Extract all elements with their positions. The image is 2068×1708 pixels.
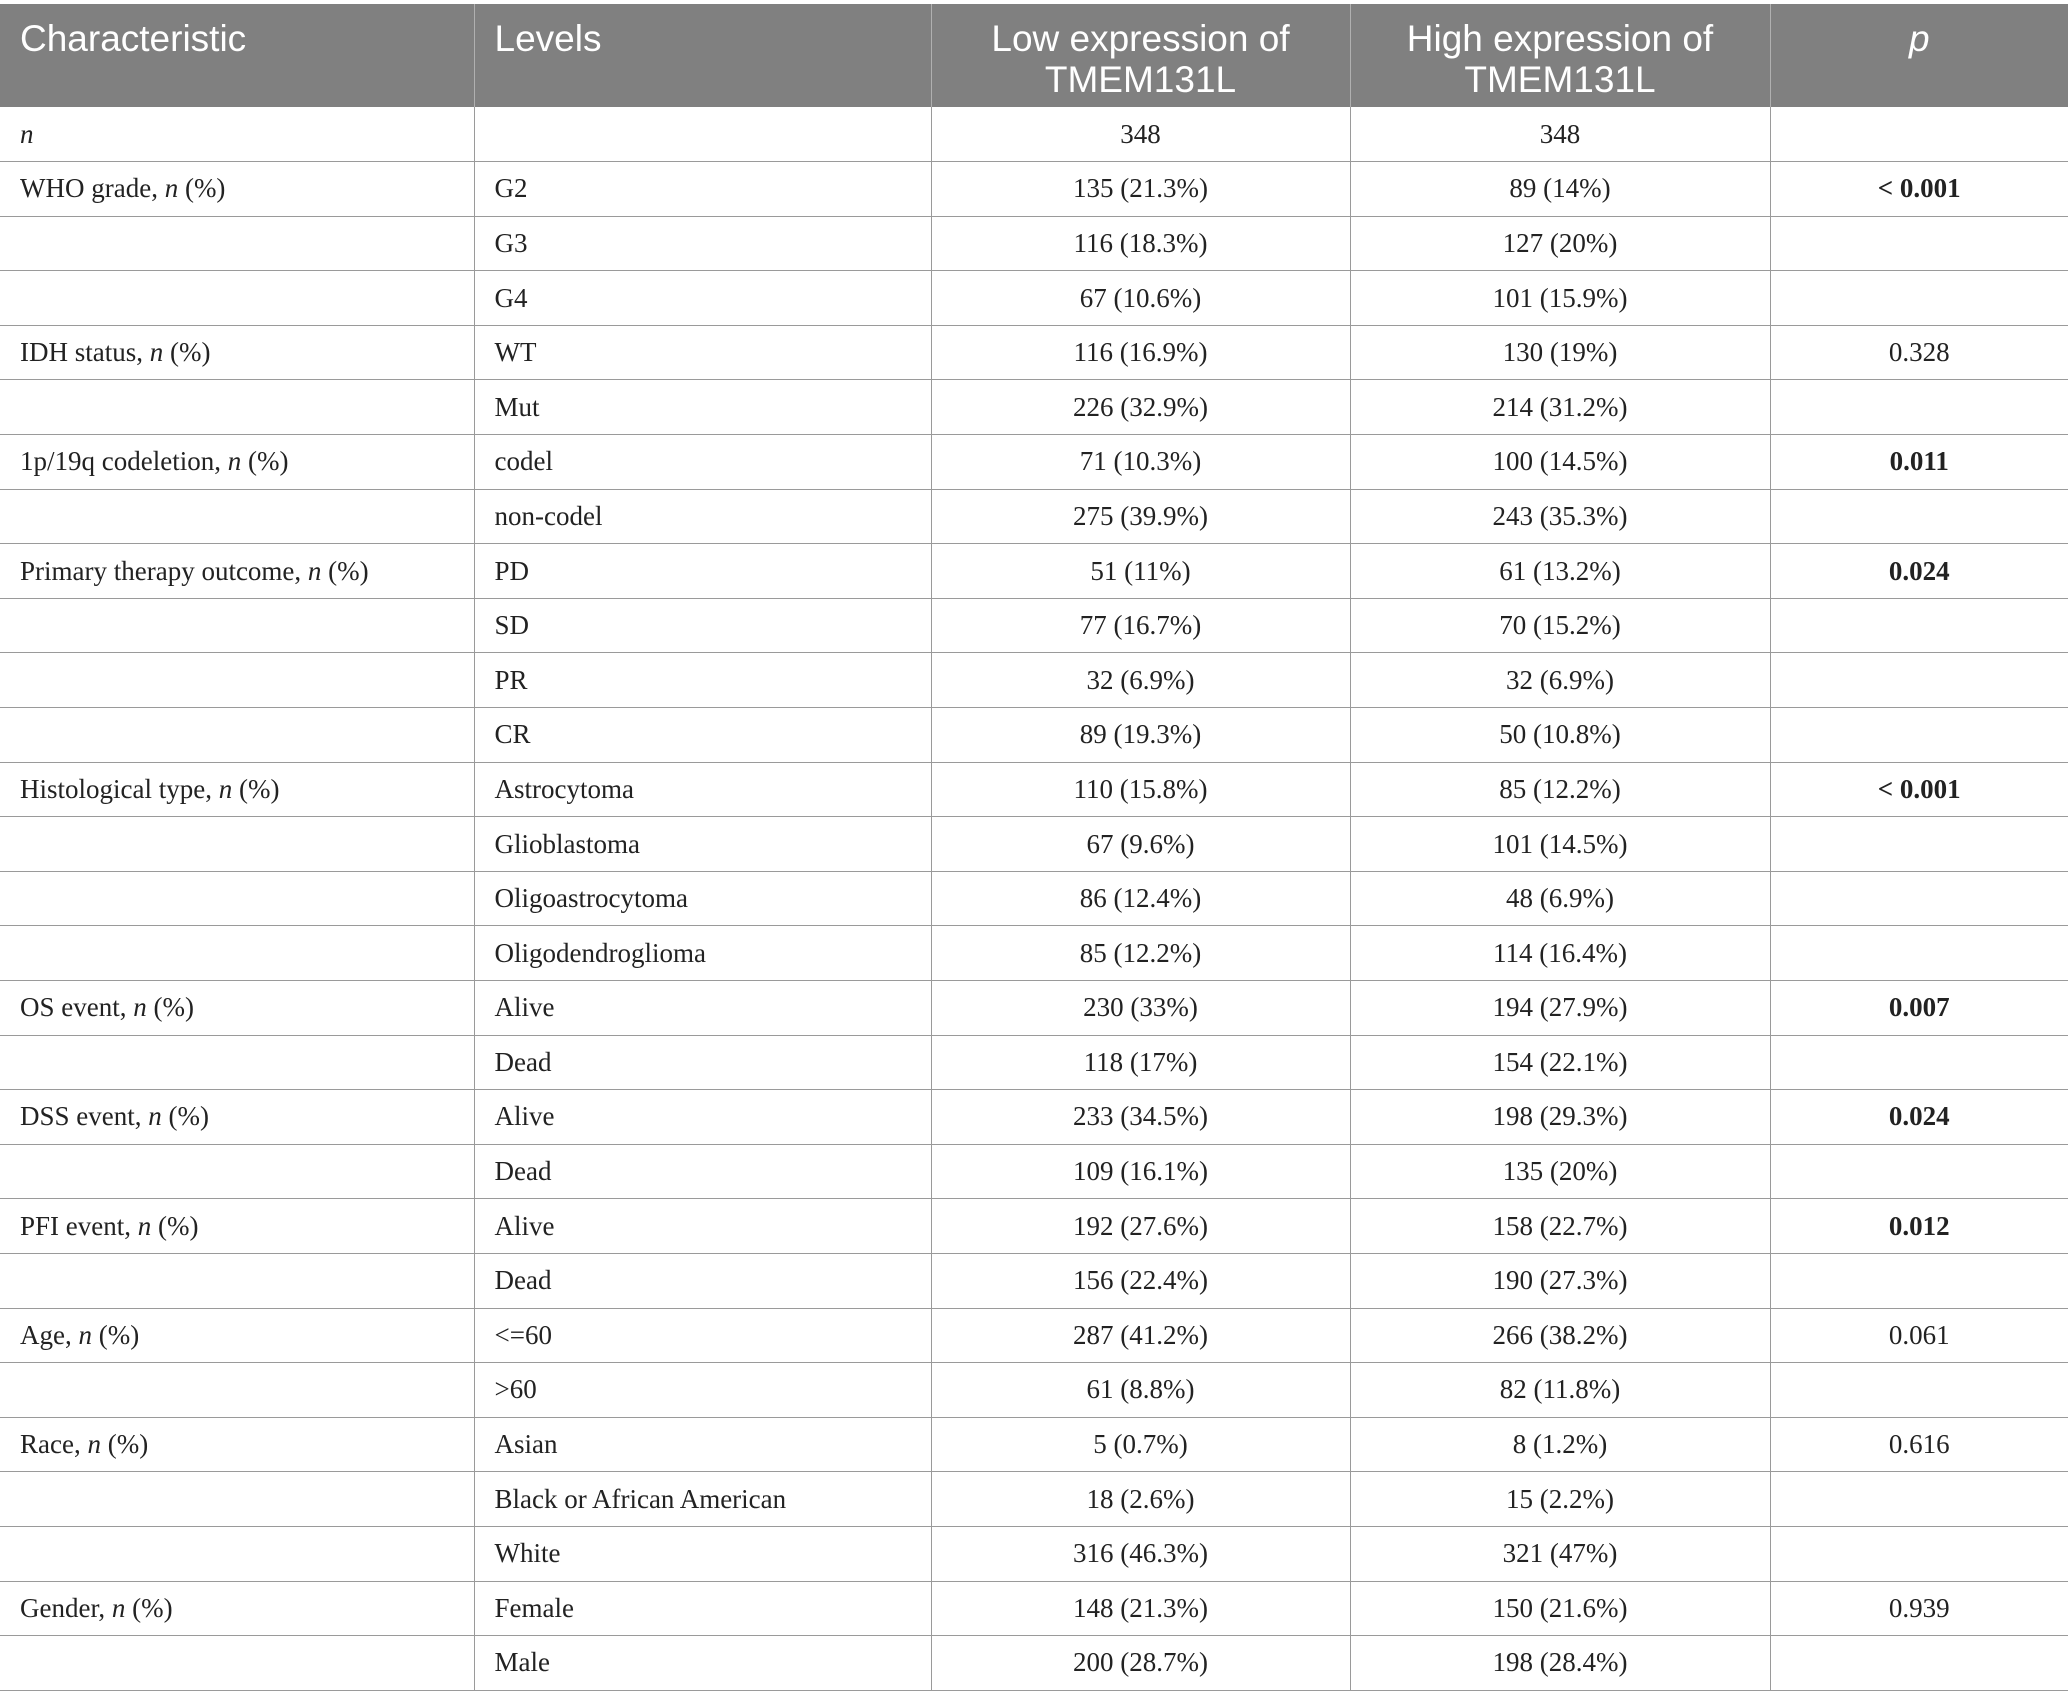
cell-level: PD xyxy=(474,544,931,599)
cell-level: G2 xyxy=(474,162,931,217)
cell-level: Female xyxy=(474,1581,931,1636)
cell-characteristic xyxy=(0,1308,474,1363)
cell-characteristic xyxy=(0,1199,474,1254)
table-row xyxy=(0,435,2068,490)
cell-level: G3 xyxy=(474,216,931,271)
cell-p-value xyxy=(1770,1472,2068,1527)
cell-low-expression: 230 (33%) xyxy=(931,981,1350,1036)
table-row xyxy=(0,1144,2068,1199)
characteristic-suffix: (%) xyxy=(321,555,369,586)
cell-characteristic xyxy=(0,489,474,544)
cell-p-value xyxy=(1770,871,2068,926)
cell-p-value xyxy=(1770,926,2068,981)
cell-high-expression: 130 (19%) xyxy=(1350,325,1770,380)
cell-characteristic xyxy=(0,1090,474,1145)
cell-p-value xyxy=(1770,489,2068,544)
table-row xyxy=(0,107,2068,162)
cell-high-expression: 48 (6.9%) xyxy=(1350,871,1770,926)
cell-characteristic xyxy=(0,1417,474,1472)
cell-characteristic xyxy=(0,1636,474,1691)
cell-level: SD xyxy=(474,598,931,653)
cell-level: >60 xyxy=(474,1363,931,1418)
characteristic-n-symbol: n xyxy=(78,1319,92,1350)
cell-high-expression: 321 (47%) xyxy=(1350,1526,1770,1581)
cell-low-expression: 192 (27.6%) xyxy=(931,1199,1350,1254)
table-row xyxy=(0,1308,2068,1363)
cell-high-expression: 150 (21.6%) xyxy=(1350,1581,1770,1636)
header-high-expression: High expression of TMEM131L xyxy=(1350,4,1770,107)
cell-characteristic xyxy=(0,598,474,653)
cell-p-value: 0.007 xyxy=(1770,981,2068,1036)
cell-low-expression: 316 (46.3%) xyxy=(931,1526,1350,1581)
table-row xyxy=(0,544,2068,599)
cell-level: Oligoastrocytoma xyxy=(474,871,931,926)
characteristic-n-symbol: n xyxy=(164,173,179,204)
table-row xyxy=(0,162,2068,217)
cell-high-expression: 135 (20%) xyxy=(1350,1144,1770,1199)
table-row xyxy=(0,1035,2068,1090)
cell-low-expression: 5 (0.7%) xyxy=(931,1417,1350,1472)
cell-characteristic xyxy=(0,162,474,217)
cell-characteristic xyxy=(0,107,474,162)
cell-level: WT xyxy=(474,325,931,380)
characteristic-n-symbol: n xyxy=(307,555,322,586)
cell-high-expression: 32 (6.9%) xyxy=(1350,653,1770,708)
cell-level: Dead xyxy=(474,1253,931,1308)
data-table-container xyxy=(0,4,2068,1691)
cell-p-value: 0.012 xyxy=(1770,1199,2068,1254)
cell-characteristic xyxy=(0,871,474,926)
cell-high-expression: 85 (12.2%) xyxy=(1350,762,1770,817)
table-row xyxy=(0,1526,2068,1581)
cell-high-expression: 198 (29.3%) xyxy=(1350,1090,1770,1145)
cell-low-expression: 200 (28.7%) xyxy=(931,1636,1350,1691)
table-row xyxy=(0,325,2068,380)
header-p-value: p xyxy=(1770,4,2068,107)
cell-p-value: 0.024 xyxy=(1770,544,2068,599)
cell-level: Asian xyxy=(474,1417,931,1472)
cell-level: Mut xyxy=(474,380,931,435)
table-row xyxy=(0,380,2068,435)
characteristic-suffix: (%) xyxy=(232,773,280,804)
cell-high-expression: 100 (14.5%) xyxy=(1350,435,1770,490)
characteristic-label: OS event, xyxy=(20,992,134,1023)
cell-characteristic xyxy=(0,926,474,981)
cell-low-expression: 156 (22.4%) xyxy=(931,1253,1350,1308)
cell-level: Astrocytoma xyxy=(474,762,931,817)
cell-characteristic xyxy=(0,216,474,271)
header-characteristic: Characteristic xyxy=(0,4,474,107)
characteristic-label: PFI event, xyxy=(20,1210,138,1241)
cell-high-expression: 243 (35.3%) xyxy=(1350,489,1770,544)
table-row xyxy=(0,598,2068,653)
cell-level: Alive xyxy=(474,1199,931,1254)
cell-characteristic xyxy=(0,1581,474,1636)
cell-high-expression: 70 (15.2%) xyxy=(1350,598,1770,653)
cell-p-value xyxy=(1770,653,2068,708)
characteristic-suffix: (%) xyxy=(178,173,226,204)
cell-high-expression: 101 (15.9%) xyxy=(1350,271,1770,326)
table-header xyxy=(0,4,2068,107)
table-row xyxy=(0,1199,2068,1254)
cell-low-expression: 61 (8.8%) xyxy=(931,1363,1350,1418)
cell-high-expression: 50 (10.8%) xyxy=(1350,708,1770,763)
characteristic-n-symbol: n xyxy=(111,1592,126,1623)
cell-high-expression: 89 (14%) xyxy=(1350,162,1770,217)
cell-high-expression: 114 (16.4%) xyxy=(1350,926,1770,981)
characteristic-suffix: (%) xyxy=(125,1592,173,1623)
characteristic-label: IDH status, xyxy=(20,337,150,368)
cell-level: <=60 xyxy=(474,1308,931,1363)
cell-p-value: 0.616 xyxy=(1770,1417,2068,1472)
cell-high-expression: 127 (20%) xyxy=(1350,216,1770,271)
characteristic-n-symbol: n xyxy=(20,118,34,149)
characteristic-suffix: (%) xyxy=(163,337,211,368)
cell-level: Black or African American xyxy=(474,1472,931,1527)
cell-p-value xyxy=(1770,271,2068,326)
cell-low-expression: 226 (32.9%) xyxy=(931,380,1350,435)
table-row xyxy=(0,817,2068,872)
cell-low-expression: 32 (6.9%) xyxy=(931,653,1350,708)
characteristic-suffix: (%) xyxy=(91,1319,140,1350)
cell-level: non-codel xyxy=(474,489,931,544)
characteristic-label: Gender, xyxy=(20,1592,112,1623)
cell-high-expression: 348 xyxy=(1350,107,1770,162)
cell-high-expression: 190 (27.3%) xyxy=(1350,1253,1770,1308)
characteristic-n-symbol: n xyxy=(227,446,242,477)
cell-low-expression: 67 (9.6%) xyxy=(931,817,1350,872)
characteristic-label: Race, xyxy=(20,1429,88,1460)
header-low-expression: Low expression of TMEM131L xyxy=(931,4,1350,107)
cell-low-expression: 348 xyxy=(931,107,1350,162)
cell-p-value xyxy=(1770,1144,2068,1199)
table-row xyxy=(0,708,2068,763)
characteristic-label: Age, xyxy=(20,1319,79,1350)
table-row xyxy=(0,1636,2068,1691)
cell-level: Alive xyxy=(474,981,931,1036)
cell-low-expression: 135 (21.3%) xyxy=(931,162,1350,217)
table-row xyxy=(0,981,2068,1036)
cell-level: Oligodendroglioma xyxy=(474,926,931,981)
cell-characteristic xyxy=(0,817,474,872)
table-row xyxy=(0,1363,2068,1418)
table-row xyxy=(0,216,2068,271)
characteristic-label: Primary therapy outcome, xyxy=(20,555,308,586)
cell-characteristic xyxy=(0,325,474,380)
cell-p-value: 0.011 xyxy=(1770,435,2068,490)
characteristic-label: DSS event, xyxy=(20,1101,149,1132)
cell-characteristic xyxy=(0,1472,474,1527)
cell-characteristic xyxy=(0,1144,474,1199)
cell-characteristic xyxy=(0,544,474,599)
cell-level: Alive xyxy=(474,1090,931,1145)
characteristic-n-symbol: n xyxy=(149,337,164,368)
cell-p-value xyxy=(1770,1363,2068,1418)
characteristic-suffix: (%) xyxy=(241,446,289,477)
characteristic-suffix: (%) xyxy=(100,1429,149,1460)
cell-characteristic xyxy=(0,435,474,490)
cell-p-value xyxy=(1770,380,2068,435)
cell-low-expression: 89 (19.3%) xyxy=(931,708,1350,763)
cell-high-expression: 61 (13.2%) xyxy=(1350,544,1770,599)
cell-low-expression: 109 (16.1%) xyxy=(931,1144,1350,1199)
cell-characteristic xyxy=(0,1253,474,1308)
cell-low-expression: 67 (10.6%) xyxy=(931,271,1350,326)
cell-characteristic xyxy=(0,1035,474,1090)
cell-low-expression: 77 (16.7%) xyxy=(931,598,1350,653)
cell-low-expression: 118 (17%) xyxy=(931,1035,1350,1090)
cell-p-value xyxy=(1770,1035,2068,1090)
cell-high-expression: 266 (38.2%) xyxy=(1350,1308,1770,1363)
cell-p-value: 0.061 xyxy=(1770,1308,2068,1363)
cell-p-value xyxy=(1770,1636,2068,1691)
cell-high-expression: 194 (27.9%) xyxy=(1350,981,1770,1036)
table-row xyxy=(0,1581,2068,1636)
characteristic-suffix: (%) xyxy=(151,1210,199,1241)
cell-characteristic xyxy=(0,981,474,1036)
table-body xyxy=(0,107,2068,1690)
cell-low-expression: 275 (39.9%) xyxy=(931,489,1350,544)
cell-p-value xyxy=(1770,107,2068,162)
cell-high-expression: 154 (22.1%) xyxy=(1350,1035,1770,1090)
characteristics-table xyxy=(0,4,2068,1691)
characteristic-n-symbol: n xyxy=(133,992,147,1023)
cell-low-expression: 85 (12.2%) xyxy=(931,926,1350,981)
cell-low-expression: 116 (18.3%) xyxy=(931,216,1350,271)
cell-high-expression: 101 (14.5%) xyxy=(1350,817,1770,872)
cell-p-value: < 0.001 xyxy=(1770,762,2068,817)
cell-low-expression: 116 (16.9%) xyxy=(931,325,1350,380)
table-row xyxy=(0,489,2068,544)
cell-high-expression: 158 (22.7%) xyxy=(1350,1199,1770,1254)
characteristic-label: 1p/19q codeletion, xyxy=(20,446,228,477)
header-row xyxy=(0,4,2068,107)
cell-p-value xyxy=(1770,216,2068,271)
cell-level: PR xyxy=(474,653,931,708)
characteristic-n-symbol: n xyxy=(87,1429,101,1460)
cell-low-expression: 86 (12.4%) xyxy=(931,871,1350,926)
cell-high-expression: 82 (11.8%) xyxy=(1350,1363,1770,1418)
header-levels: Levels xyxy=(474,4,931,107)
table-row xyxy=(0,762,2068,817)
cell-p-value: 0.328 xyxy=(1770,325,2068,380)
cell-characteristic xyxy=(0,762,474,817)
cell-level: Male xyxy=(474,1636,931,1691)
cell-high-expression: 198 (28.4%) xyxy=(1350,1636,1770,1691)
cell-level xyxy=(474,107,931,162)
cell-level: Glioblastoma xyxy=(474,817,931,872)
cell-level: G4 xyxy=(474,271,931,326)
cell-characteristic xyxy=(0,271,474,326)
table-row xyxy=(0,271,2068,326)
cell-p-value xyxy=(1770,598,2068,653)
cell-p-value: 0.939 xyxy=(1770,1581,2068,1636)
cell-level: Dead xyxy=(474,1144,931,1199)
cell-low-expression: 287 (41.2%) xyxy=(931,1308,1350,1363)
table-row xyxy=(0,1253,2068,1308)
cell-p-value: < 0.001 xyxy=(1770,162,2068,217)
characteristic-suffix: (%) xyxy=(146,992,194,1023)
cell-p-value xyxy=(1770,1253,2068,1308)
characteristic-n-symbol: n xyxy=(137,1210,152,1241)
cell-low-expression: 18 (2.6%) xyxy=(931,1472,1350,1527)
cell-high-expression: 15 (2.2%) xyxy=(1350,1472,1770,1527)
cell-low-expression: 148 (21.3%) xyxy=(931,1581,1350,1636)
cell-p-value xyxy=(1770,817,2068,872)
characteristic-n-symbol: n xyxy=(218,773,233,804)
cell-level: codel xyxy=(474,435,931,490)
cell-p-value xyxy=(1770,1526,2068,1581)
cell-level: White xyxy=(474,1526,931,1581)
cell-low-expression: 51 (11%) xyxy=(931,544,1350,599)
cell-level: Dead xyxy=(474,1035,931,1090)
cell-p-value: 0.024 xyxy=(1770,1090,2068,1145)
cell-characteristic xyxy=(0,1526,474,1581)
cell-p-value xyxy=(1770,708,2068,763)
table-row xyxy=(0,1090,2068,1145)
table-row xyxy=(0,653,2068,708)
cell-low-expression: 71 (10.3%) xyxy=(931,435,1350,490)
cell-characteristic xyxy=(0,1363,474,1418)
cell-characteristic xyxy=(0,653,474,708)
cell-level: CR xyxy=(474,708,931,763)
characteristic-label: Histological type, xyxy=(20,773,219,804)
table-row xyxy=(0,871,2068,926)
cell-high-expression: 8 (1.2%) xyxy=(1350,1417,1770,1472)
table-row xyxy=(0,1417,2068,1472)
table-row xyxy=(0,926,2068,981)
characteristic-n-symbol: n xyxy=(148,1101,162,1132)
cell-high-expression: 214 (31.2%) xyxy=(1350,380,1770,435)
cell-low-expression: 233 (34.5%) xyxy=(931,1090,1350,1145)
cell-low-expression: 110 (15.8%) xyxy=(931,762,1350,817)
characteristic-label: WHO grade, xyxy=(20,173,165,204)
cell-characteristic xyxy=(0,708,474,763)
table-row xyxy=(0,1472,2068,1527)
cell-characteristic xyxy=(0,380,474,435)
characteristic-suffix: (%) xyxy=(161,1101,209,1132)
